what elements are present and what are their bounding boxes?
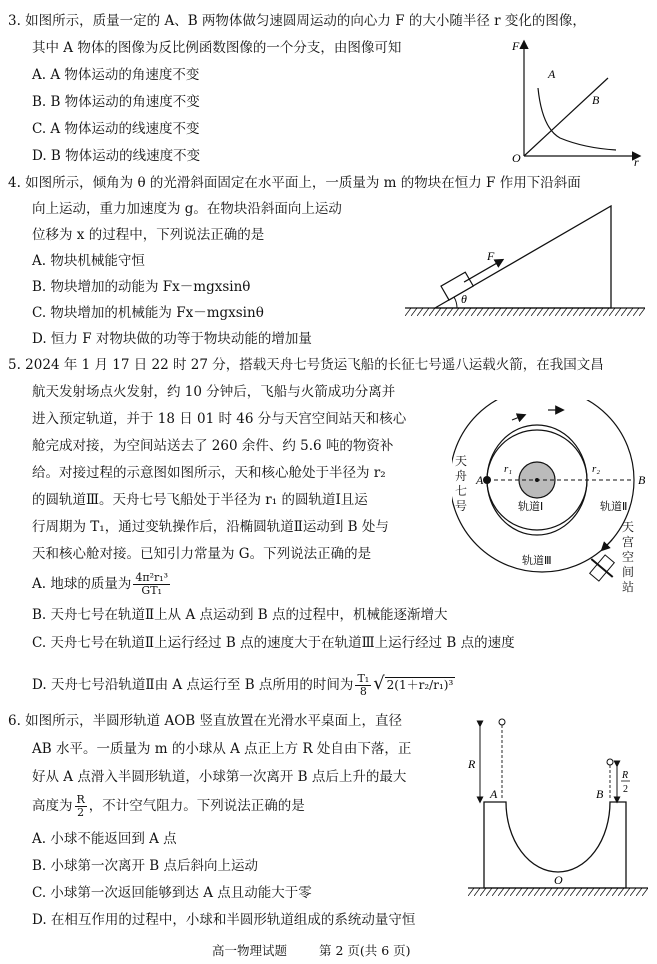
q5-stem-line7: 行周期为 T₁，通过变轨操作后，沿椭圆轨道Ⅱ运动到 B 处与 [32, 519, 389, 535]
line-b [524, 78, 608, 156]
svg-text:2: 2 [623, 784, 628, 795]
svg-text:r₁: r₁ [504, 463, 513, 475]
line-b-label: B [592, 93, 600, 107]
q3-option-c: C. A 物体运动的线速度不变 [32, 121, 200, 137]
q4-option-b: B. 物块增加的动能为 Fx－mgxsinθ [32, 279, 251, 295]
block [441, 272, 473, 300]
q4-stem-line3: 位移为 x 的过程中，下列说法正确的是 [32, 227, 265, 243]
q5-option-a-denominator: GT₁ [141, 584, 162, 597]
svg-text:B: B [638, 473, 646, 487]
svg-text:r₂: r₂ [592, 463, 601, 475]
angle-label: θ [461, 292, 467, 306]
svg-text:轨道Ⅱ: 轨道Ⅱ [600, 500, 628, 513]
q5-stem-line2: 航天发射场点火发射，约 10 分钟后，飞船与火箭成功分离并 [32, 384, 396, 400]
point-a [483, 476, 491, 484]
q5-option-d-denominator: 8 [359, 685, 367, 698]
q6-option-b: B. 小球第一次离开 B 点后斜向上运动 [32, 858, 259, 874]
svg-text:轨道Ⅰ: 轨道Ⅰ [518, 500, 544, 513]
axis-label-r: r [634, 155, 639, 166]
svg-text:A: A [490, 787, 498, 801]
q3-option-a: A. A 物体运动的角速度不变 [32, 67, 200, 83]
footer [212, 938, 411, 964]
q3-force-radius-graph [504, 36, 644, 166]
q5-option-d-numerator: T₁ [357, 672, 370, 685]
origin-label: O [512, 151, 521, 165]
q3-stem-line2: 其中 A 物体的图像为反比例函数图像的一个分支，由图像可知 [32, 40, 402, 56]
q3-option-d: D. B 物体运动的线速度不变 [32, 148, 201, 164]
footer-title: 高一物理试题 [212, 943, 288, 958]
q6-option-a: A. 小球不能返回到 A 点 [32, 831, 177, 847]
q5-stem-line3: 进入预定轨道，并于 18 日 01 时 46 分与天宫空间站天和核心 [32, 411, 407, 427]
svg-text:A: A [476, 473, 484, 487]
curve-a-label: A [548, 67, 556, 81]
q5-stem-line4: 舱完成对接，为空间站送去了 260 余件、约 5.6 吨的物资补 [32, 438, 394, 454]
q5-stem-line8: 天和核心舱对接。已知引力常量为 G。下列说法正确的是 [32, 546, 372, 562]
q5-stem-line1: 5. 2024 年 1 月 17 日 22 时 27 分，搭载天舟七号货运飞船的长征七号遥八运载火箭，在我国文昌 [8, 357, 604, 373]
ship-label: 天舟七号 [455, 454, 468, 513]
q6-stem-line1: 6. 如图所示，半圆形轨道 AOB 竖直放置在光滑水平桌面上，直径 [8, 713, 402, 729]
q5-option-a-numerator: 4π²r₁³ [135, 571, 169, 584]
force-arrow [464, 260, 502, 282]
svg-text:R: R [622, 770, 629, 781]
q6-option-c: C. 小球第一次返回能够到达 A 点且动能大于零 [32, 885, 312, 901]
q5-option-d-radicand: 2(1＋r₂/r₁)³ [386, 678, 454, 692]
q5-stem-line6: 的圆轨道Ⅲ。天舟七号飞船处于半径为 r₁ 的圆轨道Ⅰ且运 [32, 492, 368, 508]
q5-stem-line5: 给。对接过程的示意图如图所示，天和核心舱处于半径为 r₂ [32, 465, 386, 481]
q4-option-c: C. 物块增加的机械能为 Fx－mgxsinθ [32, 305, 264, 321]
q4-option-a: A. 物块机械能守恒 [32, 253, 145, 269]
q6-option-d: D. 在相互作用的过程中，小球和半圆形轨道组成的系统动量守恒 [32, 912, 416, 928]
svg-text:B: B [596, 787, 604, 801]
q3-option-b: B. B 物体运动的角速度不变 [32, 94, 200, 110]
q4-stem-line1: 4. 如图所示，倾角为 θ 的光滑斜面固定在水平面上，一质量为 m 的物块在恒力 F 作用下沿斜面 [8, 175, 581, 191]
q4-incline-figure [405, 196, 645, 326]
q5-option-a: A. 地球的质量为 $\frac{\text{4π²r₁³}}{\text{GT₁}}$ [32, 571, 169, 597]
q4-stem-line2: 向上运动，重力加速度为 g。在物块沿斜面向上运动 [32, 201, 342, 217]
footer-page: 第 2 页(共 6 页) [318, 943, 411, 958]
force-label: F [487, 249, 495, 263]
station-label: 天宫空间站 [622, 520, 635, 594]
q6-fraction-numerator: R [76, 793, 85, 806]
q6-stem-line3: 好从 A 点滑入半圆形轨道，小球第一次离开 B 点后上升的最大 [32, 769, 407, 785]
q5-option-c: C. 天舟七号在轨道Ⅱ上运行经过 B 点的速度大于在轨道Ⅲ上运行经过 B 点的速度 [32, 635, 515, 651]
q4-option-d: D. 恒力 F 对物块做的功等于物块动能的增加量 [32, 331, 312, 347]
space-station [584, 550, 621, 586]
axis-label-f: F [512, 39, 520, 53]
q6-fraction-denominator: 2 [77, 806, 85, 819]
curve-a [538, 88, 616, 150]
svg-text:R: R [468, 757, 476, 771]
svg-text:轨道Ⅲ: 轨道Ⅲ [522, 554, 552, 567]
q5-option-b: B. 天舟七号在轨道Ⅱ上从 A 点运动到 B 点的过程中，机械能逐渐增大 [32, 607, 448, 623]
q5-option-d: D. 天舟七号沿轨道Ⅱ由 A 点运行至 B 点所用的时间为 $\frac{\text{T₁}}{8}$ √ 2(1＋r₂/r₁)³ [32, 672, 454, 698]
svg-text:O: O [554, 873, 563, 887]
q6-stem-line4: 高度为 $\frac{R}{2}$ ，不计空气阻力。下列说法正确的是 [32, 793, 305, 819]
q6-semicircle-figure [468, 712, 648, 898]
q6-stem-line2: AB 水平。一质量为 m 的小球从 A 点正上方 R 处自由下落，正 [32, 741, 412, 757]
q3-stem-line1: 3. 如图所示，质量一定的 A、B 两物体做匀速圆周运动的向心力 F 的大小随半径 r 变化的图像， [8, 13, 586, 29]
